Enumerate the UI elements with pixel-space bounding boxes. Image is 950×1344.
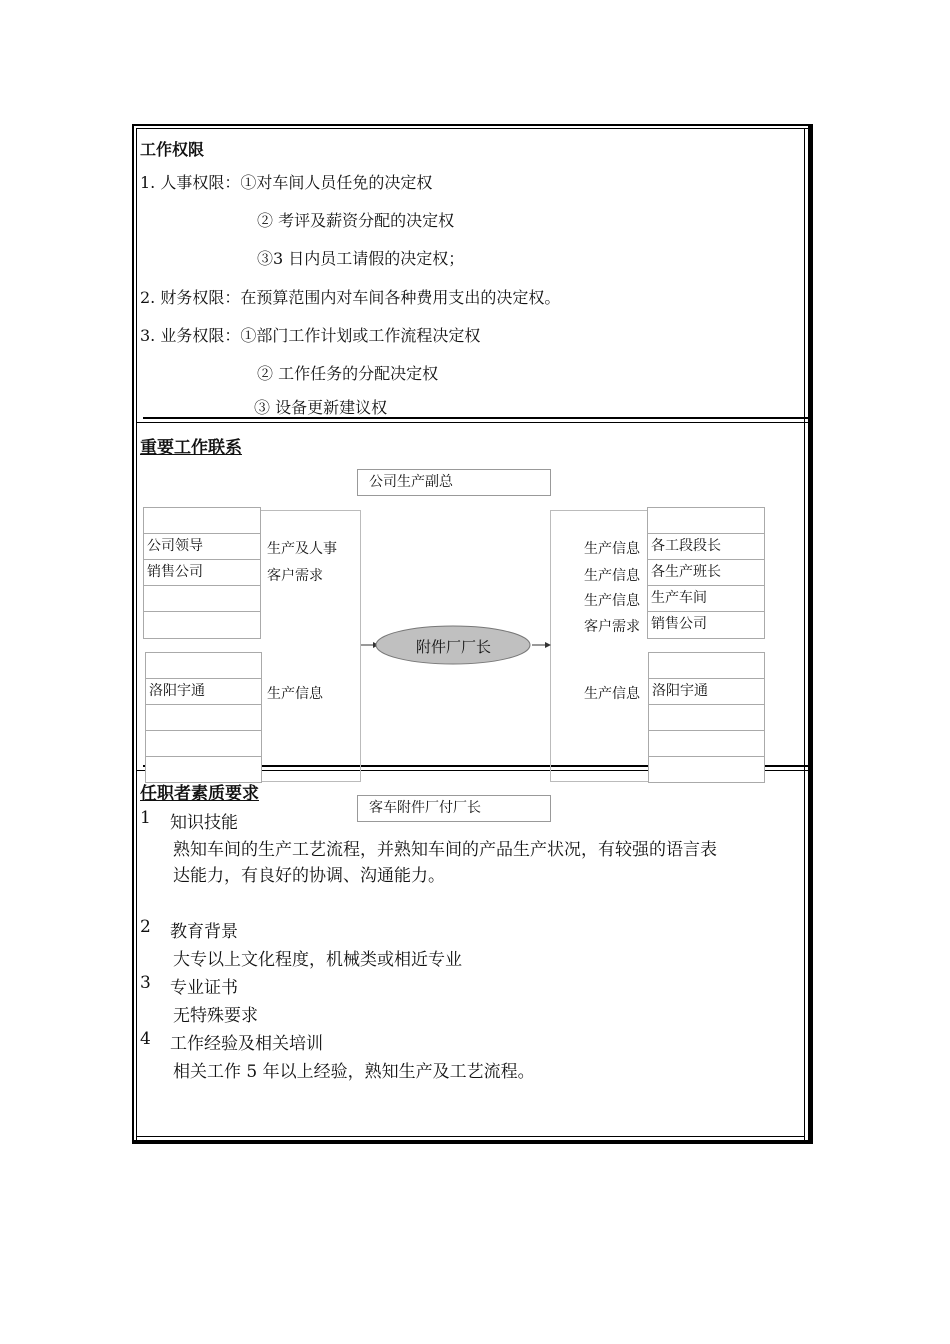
- frame-bottom: [133, 1140, 813, 1144]
- s1-title: 知识技能: [170, 813, 238, 833]
- divider-1b: [137, 422, 809, 423]
- right-upper-cell-2: 各生产班长: [647, 559, 765, 586]
- left-label-production-hr: 生产及人事: [267, 541, 337, 557]
- s3-title: 专业证书: [170, 978, 238, 998]
- s2-number: 2: [140, 917, 151, 937]
- right-lower-cell-0: [648, 652, 765, 679]
- right-upper-cell-0: [647, 507, 765, 534]
- s1-number: 1: [140, 808, 151, 828]
- frame-left-inner: [136, 128, 137, 1140]
- authority-title: 工作权限: [140, 140, 205, 159]
- s4-text: 相关工作 5 年以上经验，熟知生产及工艺流程。: [173, 1062, 535, 1082]
- right-upper-cell-4: 销售公司: [647, 611, 765, 639]
- left-upper-cell-4: [143, 611, 261, 639]
- qualifications-title: 任职者素质要求: [140, 784, 259, 804]
- business-authority-2: ② 工作任务的分配决定权: [257, 364, 439, 383]
- frame-bottom-inner: [137, 1136, 805, 1137]
- right-lower-cell-1: 洛阳宇通: [648, 678, 765, 705]
- s4-number: 4: [140, 1029, 151, 1049]
- left-upper-cell-2: 销售公司: [143, 559, 261, 586]
- frame-top-inner: [137, 128, 809, 129]
- s2-text: 大专以上文化程度，机械类或相近专业: [173, 950, 462, 970]
- frame-left: [132, 124, 134, 1144]
- left-label-customer-demand: 客户需求: [267, 568, 323, 584]
- top-box-label: 公司生产副总: [369, 474, 453, 490]
- hr-authority-2: ② 考评及薪资分配的决定权: [257, 211, 455, 230]
- s1-line-1: 熟知车间的生产工艺流程，并熟知车间的产品生产状况，有较强的语言表: [173, 840, 717, 860]
- right-lower-cell-3: [648, 730, 765, 757]
- s1-line-2: 达能力，有良好的协调、沟通能力。: [173, 866, 445, 886]
- right-label-1: 生产信息: [584, 568, 640, 584]
- finance-authority: 2. 财务权限：在预算范围内对车间各种费用支出的决定权。: [140, 288, 561, 307]
- right-label-3: 客户需求: [584, 619, 640, 635]
- top-box: [357, 469, 551, 496]
- left-lower-cell-3: [145, 730, 262, 757]
- center-node-label: 附件厂厂长: [416, 638, 492, 656]
- frame-right-inner: [804, 128, 805, 1140]
- right-lower-cell-2: [648, 704, 765, 731]
- left-lower-cell-2: [145, 704, 262, 731]
- left-lower-cell-1: 洛阳宇通: [145, 678, 262, 705]
- left-upper-cell-3: [143, 585, 261, 612]
- right-lower-cell-4: [648, 756, 765, 783]
- left-label-production-info: 生产信息: [267, 686, 323, 702]
- relations-title: 重要工作联系: [140, 438, 242, 458]
- business-authority-3: ③ 设备更新建议权: [254, 398, 388, 417]
- hr-authority-line: 1. 人事权限：①对车间人员任免的决定权: [140, 173, 433, 192]
- right-upper-cell-1: 各工段段长: [647, 533, 765, 560]
- bottom-box: [357, 795, 551, 822]
- left-upper-cell-0: [143, 507, 261, 534]
- right-lower-label: 生产信息: [584, 686, 640, 702]
- divider-1: [143, 417, 809, 419]
- right-label-2: 生产信息: [584, 593, 640, 609]
- hr-authority-3: ③3 日内员工请假的决定权；: [257, 249, 465, 268]
- s4-title: 工作经验及相关培训: [170, 1034, 323, 1054]
- s3-text: 无特殊要求: [173, 1006, 258, 1026]
- s3-number: 3: [140, 973, 151, 993]
- bottom-box-label: 客车附件厂付厂长: [369, 800, 481, 816]
- left-upper-cell-1: 公司领导: [143, 533, 261, 560]
- frame-top: [133, 124, 813, 126]
- frame-right: [808, 124, 813, 1144]
- left-lower-cell-0: [145, 652, 262, 679]
- right-upper-cell-3: 生产车间: [647, 585, 765, 612]
- right-label-0: 生产信息: [584, 541, 640, 557]
- business-authority-line: 3. 业务权限：①部门工作计划或工作流程决定权: [140, 326, 481, 345]
- s2-title: 教育背景: [170, 922, 238, 942]
